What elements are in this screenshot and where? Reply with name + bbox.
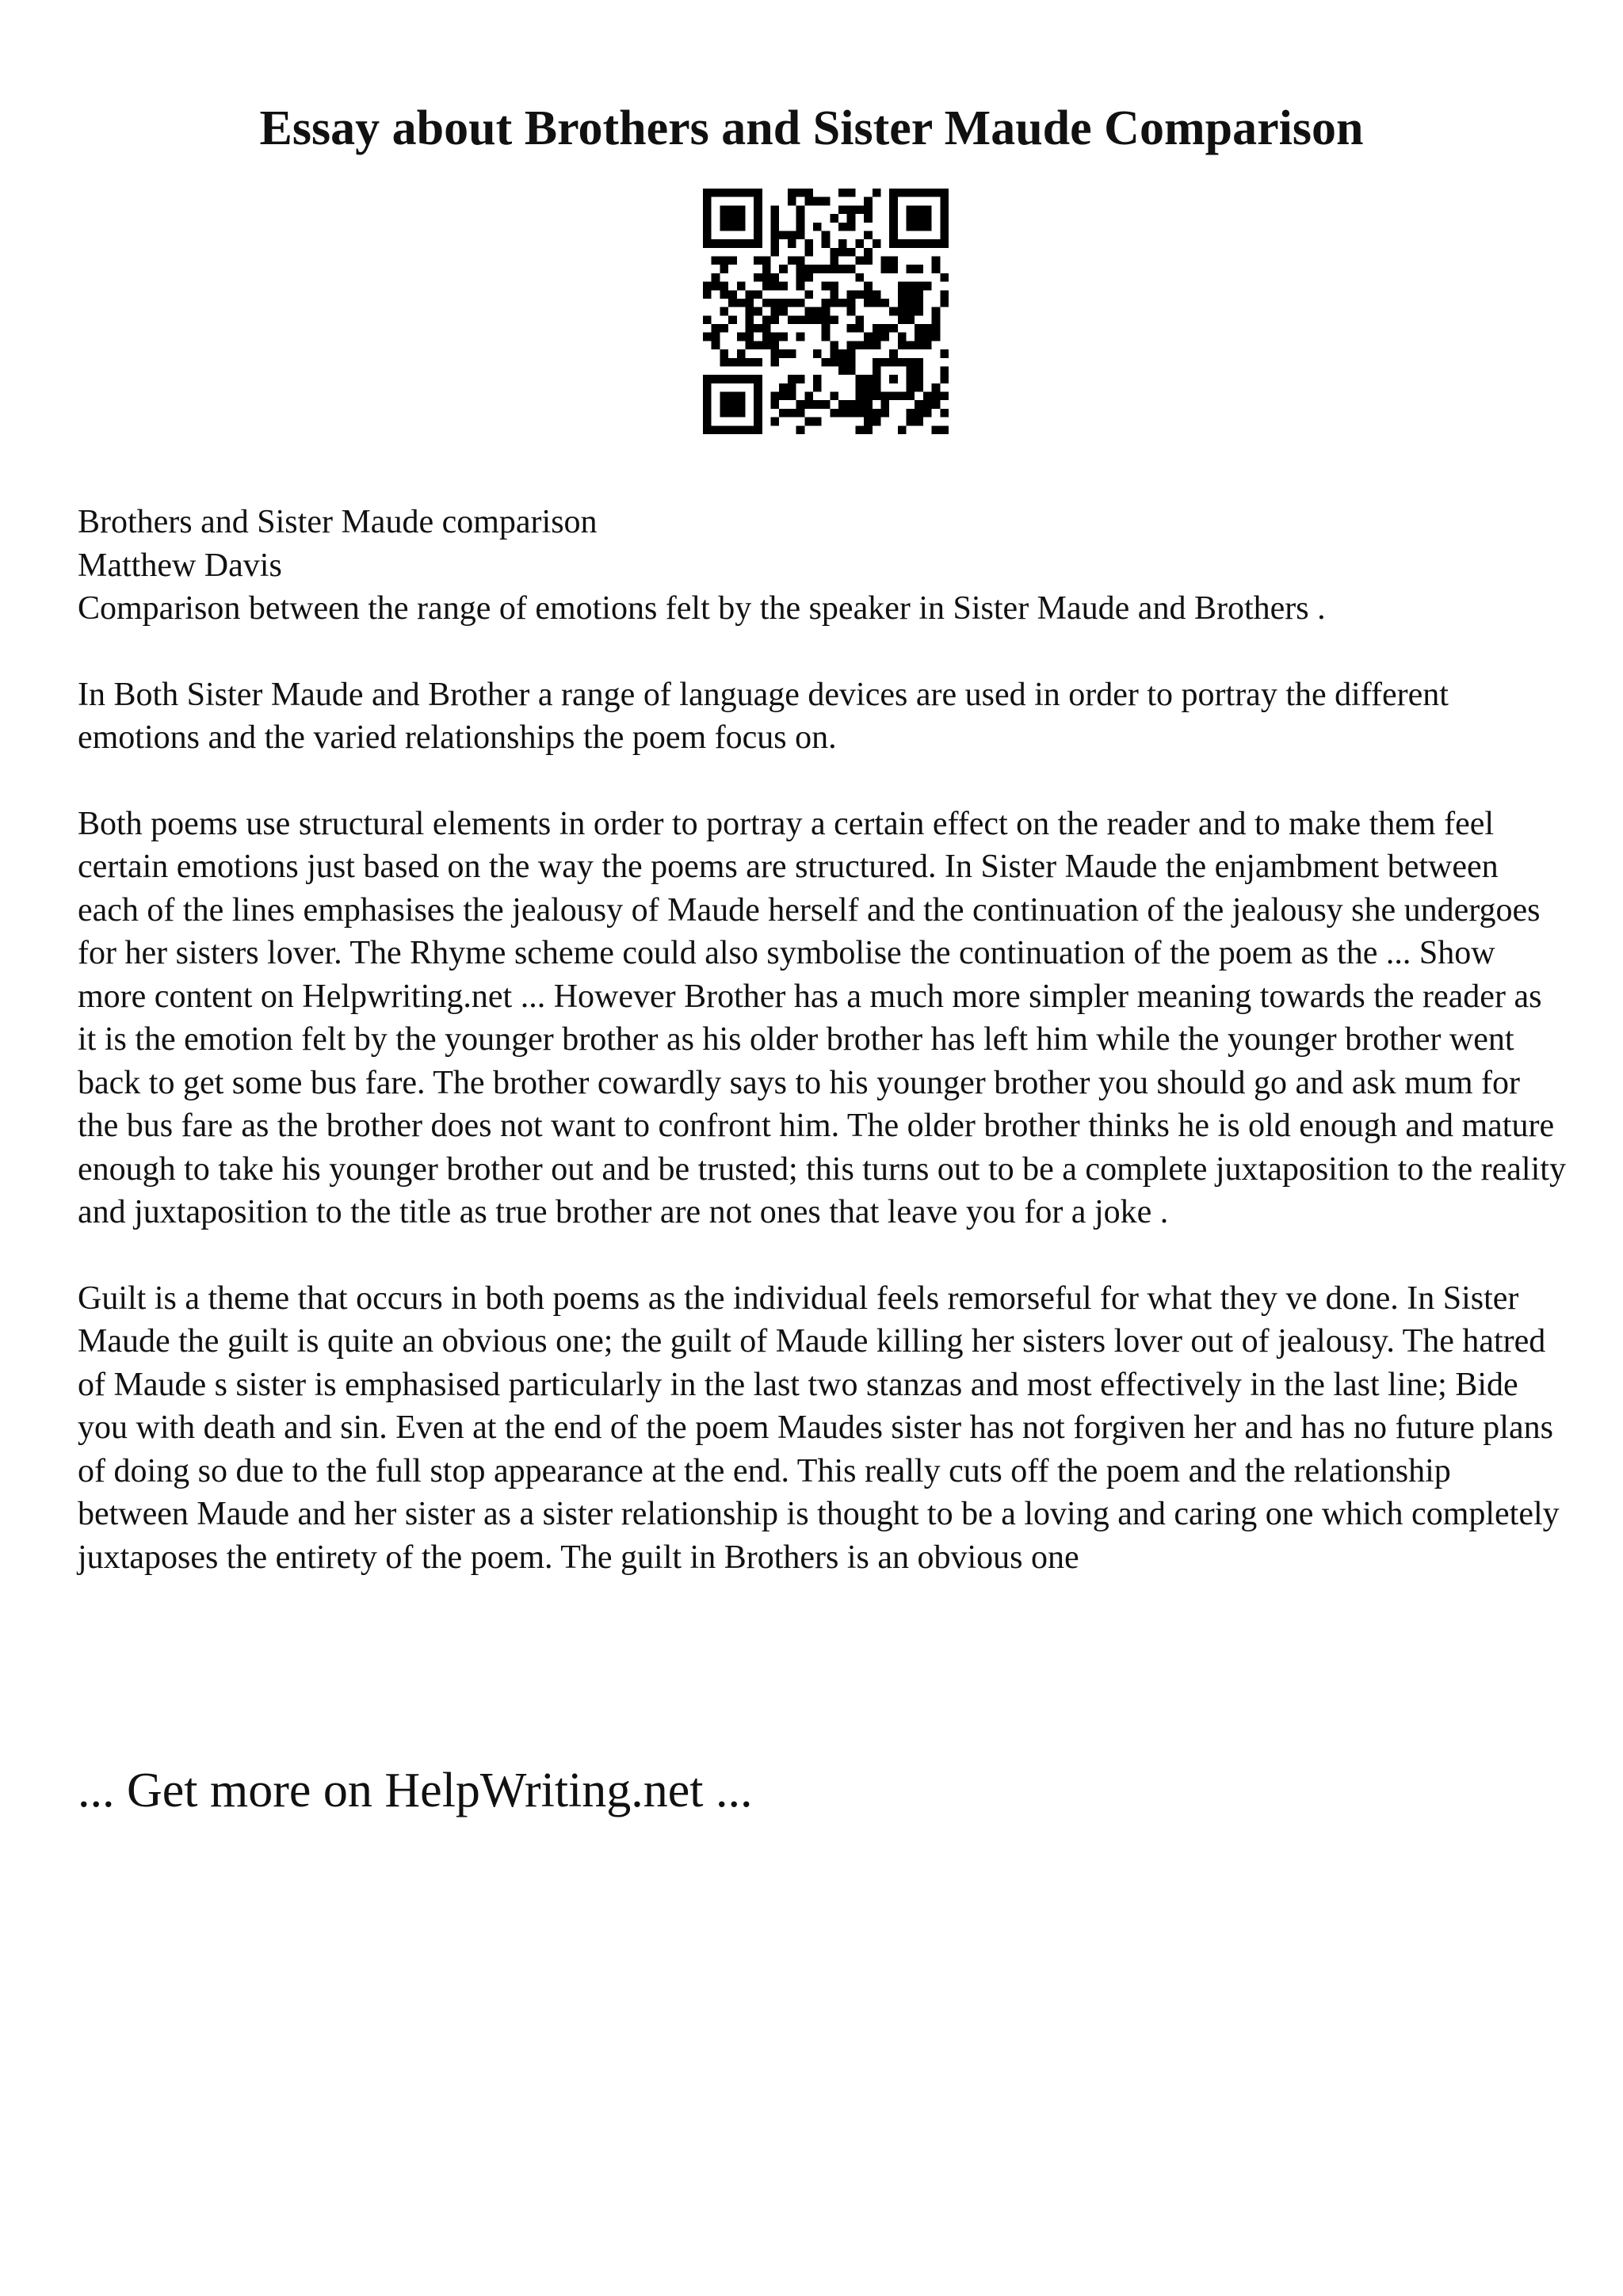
qr-code-icon[interactable]	[703, 189, 949, 434]
paragraph: Guilt is a theme that occurs in both poems as the individual feels remorseful for what they ve done. In Sister Maude the guilt is quite an obvious one; the guilt of Maude killing her sisters lover out of jealousy. The hatred of Maude s sister is emphasised particularly in the last two stanzas and most effectively in the last line; Bide you with death and sin. Even at the end of the poem Maudes sister has not forgiven her and has no future plans of doing so due to the full stop appearance at the end. This really cuts off the poem and the relationship between Maude and her sister as a sister relationship is thought to be a loving and caring one which completely juxtaposes the entirety of the poem. The guilt in Brothers is an obvious one	[78, 1280, 1560, 1576]
get-more-link[interactable]: ... Get more on HelpWriting.net ...	[78, 1764, 753, 1817]
document-title: Essay about Brothers and Sister Maude Comparison	[259, 101, 1364, 155]
essay-body	[78, 501, 1568, 1579]
essay-subtitle: Comparison between the range of emotions felt by the speaker in Sister Maude and Brothers .	[78, 590, 1326, 627]
paragraph: Both poems use structural elements in order to portray a certain effect on the reader and to make them feel certain emotions just based on the way the poems are structured. In Sister Maude the enjambment between each of the lines emphasises the jealousy of Maude herself and the continuation of the jealousy she undergoes for her sisters lover. The Rhyme scheme could also symbolise the continuation of the poem as the ... Show more content on Helpwriting.net ... However Brother has a much more simpler meaning towards the reader as it is the emotion felt by the younger brother as his older brother has left him while the younger brother went back to get some bus fare. The brother cowardly says to his younger brother you should go and ask mum for the bus fare as the brother does not want to confront him. The older brother thinks he is old enough and mature enough to take his younger brother out and be trusted; this turns out to be a complete juxtaposition to the reality and juxtaposition to the title as true brother are not ones that leave you for a joke .	[78, 805, 1566, 1230]
author-name: Matthew Davis	[78, 547, 282, 584]
paragraph: In Both Sister Maude and Brother a range of language devices are used in order to portray the different emotions and the varied relationships the poem focus on.	[78, 676, 1449, 756]
essay-heading-line: Brothers and Sister Maude comparison	[78, 504, 598, 540]
qr-code-graphic	[703, 189, 949, 434]
